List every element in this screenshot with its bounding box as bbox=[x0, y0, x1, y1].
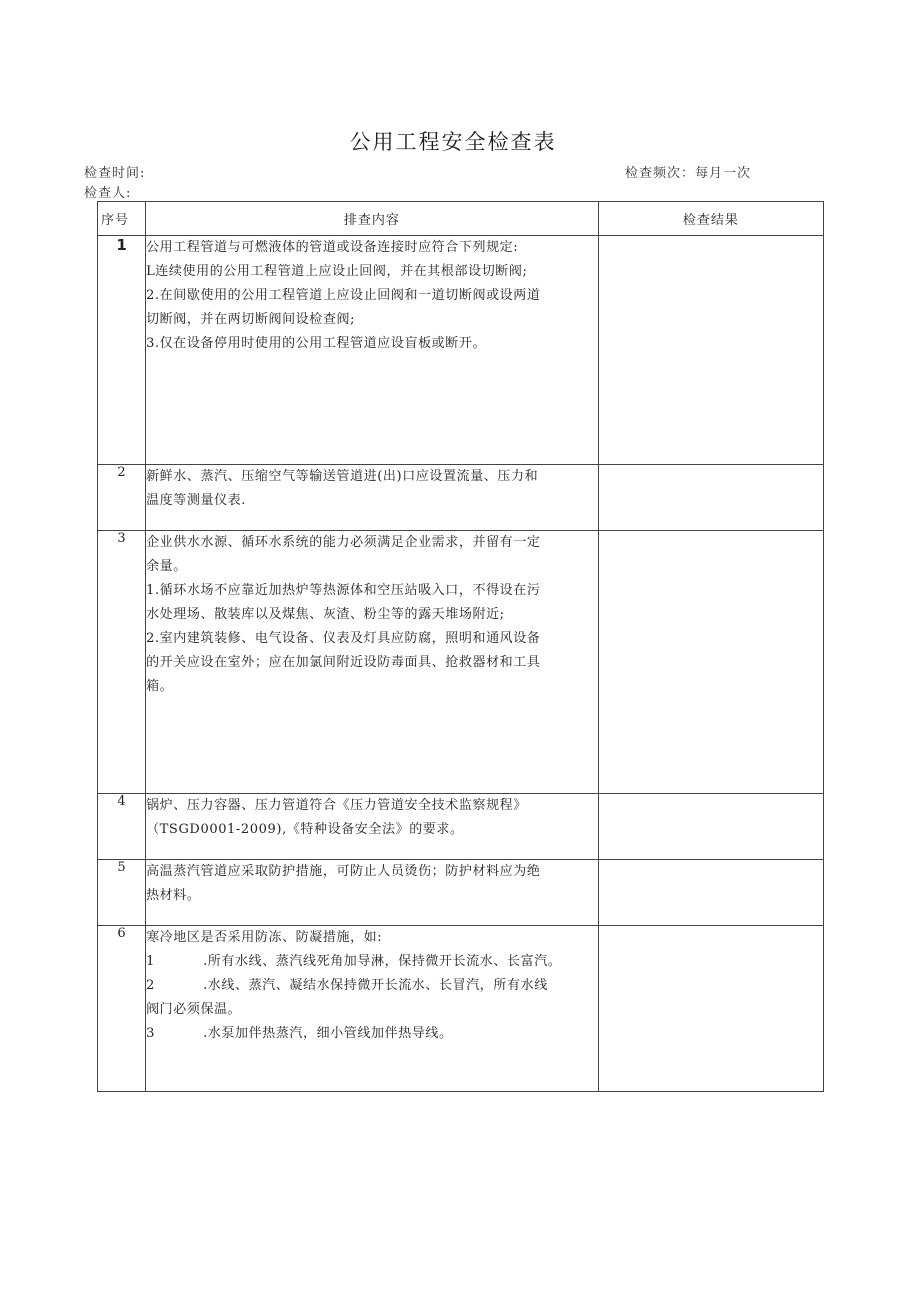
header-result: 检查结果 bbox=[598, 202, 823, 236]
table-header-row bbox=[98, 202, 824, 236]
list-item bbox=[146, 974, 598, 998]
item-number: 3 bbox=[146, 1026, 155, 1041]
content-line: 3.仅在设备停用时使用的公用工程管道应设盲板或断开。 bbox=[146, 336, 487, 351]
item-text: .水线、蒸汽、凝结水保持微开长流水、长冒汽，所有水线 bbox=[203, 978, 548, 993]
table-row bbox=[98, 465, 824, 531]
list-item bbox=[146, 1022, 598, 1046]
content-line: 温度等测量仪表. bbox=[146, 493, 246, 508]
inspection-frequency: 检查频次：每月一次 bbox=[625, 166, 752, 181]
content-line: 新鲜水、蒸汽、压缩空气等输送管道进(出)口应设置流量、压力和 bbox=[146, 469, 539, 484]
inspector-label: 检查人: bbox=[84, 186, 132, 201]
content-line: L连续使用的公用工程管道上应设止回阀，并在其根部设切断阀; bbox=[146, 264, 528, 279]
content-line: 锅炉、压力容器、压力管道符合《压力管道安全技术监察规程》 bbox=[146, 798, 527, 813]
content-line: （TSGD0001-2009),《特种设备安全法》的要求。 bbox=[146, 822, 464, 837]
result-cell[interactable] bbox=[598, 860, 823, 926]
content-line: 切断阀，并在两切断阀间设检查阀; bbox=[146, 312, 356, 327]
content-line: 箱。 bbox=[146, 679, 174, 694]
inspection-time-label: 检查时间: bbox=[84, 166, 146, 181]
content-line: 水处理场、散装库以及煤焦、灰渣、粉尘等的露天堆场附近; bbox=[146, 607, 505, 622]
list-item bbox=[146, 950, 598, 974]
item-text: .所有水线、蒸汽线死角加导淋，保持微开长流水、长富汽。 bbox=[203, 954, 562, 969]
table-row bbox=[98, 794, 824, 860]
result-cell[interactable] bbox=[598, 794, 823, 860]
content-line: 1.循环水场不应靠近加热炉等热源体和空压站吸入口，不得设在污 bbox=[146, 583, 541, 598]
item-text: 阀门必须保温。 bbox=[146, 1002, 242, 1017]
content-line: 寒冷地区是否采用防冻、防凝措施，如: bbox=[146, 930, 383, 945]
content-line: 企业供水水源、循环水系统的能力必须满足企业需求，并留有一定 bbox=[146, 535, 541, 550]
table-row bbox=[98, 531, 824, 794]
header-number: 序号 bbox=[98, 202, 146, 236]
result-cell[interactable] bbox=[598, 926, 823, 1092]
row-content bbox=[146, 531, 599, 794]
row-number: 2 bbox=[98, 465, 146, 531]
result-cell[interactable] bbox=[598, 236, 823, 465]
item-number: 2 bbox=[146, 978, 155, 993]
row-content bbox=[146, 465, 599, 531]
item-text: .水泵加伴热蒸汽，细小管线加伴热导线。 bbox=[203, 1026, 453, 1041]
row-number: 4 bbox=[98, 794, 146, 860]
row-content bbox=[146, 926, 599, 1092]
row-number: 3 bbox=[98, 531, 146, 794]
row-number bbox=[98, 236, 146, 465]
row-number-text: 1 bbox=[116, 236, 127, 254]
content-line: 2.在间歇使用的公用工程管道上应设止回阀和一道切断阀或设两道 bbox=[146, 288, 541, 303]
page-title: 公用工程安全检查表 bbox=[349, 130, 557, 154]
result-cell[interactable] bbox=[598, 531, 823, 794]
result-cell[interactable] bbox=[598, 465, 823, 531]
content-line: 余量。 bbox=[146, 559, 187, 574]
content-line: 高温蒸汽管道应采取防护措施，可防止人员烫伤；防护材料应为绝 bbox=[146, 864, 541, 879]
row-content bbox=[146, 860, 599, 926]
header-content: 排查内容 bbox=[146, 202, 599, 236]
table-row bbox=[98, 236, 824, 465]
row-content bbox=[146, 236, 599, 465]
content-line: 热材料。 bbox=[146, 888, 201, 903]
table-row bbox=[98, 926, 824, 1092]
row-number: 6 bbox=[98, 926, 146, 1092]
row-content bbox=[146, 794, 599, 860]
item-number: 1 bbox=[146, 954, 155, 969]
inspection-table bbox=[97, 201, 824, 1092]
table-row bbox=[98, 860, 824, 926]
list-item bbox=[146, 998, 598, 1022]
content-line: 公用工程管道与可燃液体的管道或设备连接时应符合下列规定: bbox=[146, 240, 519, 255]
content-line: 的开关应设在室外；应在加氯间附近设防毒面具、抢救器材和工具 bbox=[146, 655, 541, 670]
row-number: 5 bbox=[98, 860, 146, 926]
content-line: 2.室内建筑装修、电气设备、仪表及灯具应防腐，照明和通风设备 bbox=[146, 631, 541, 646]
